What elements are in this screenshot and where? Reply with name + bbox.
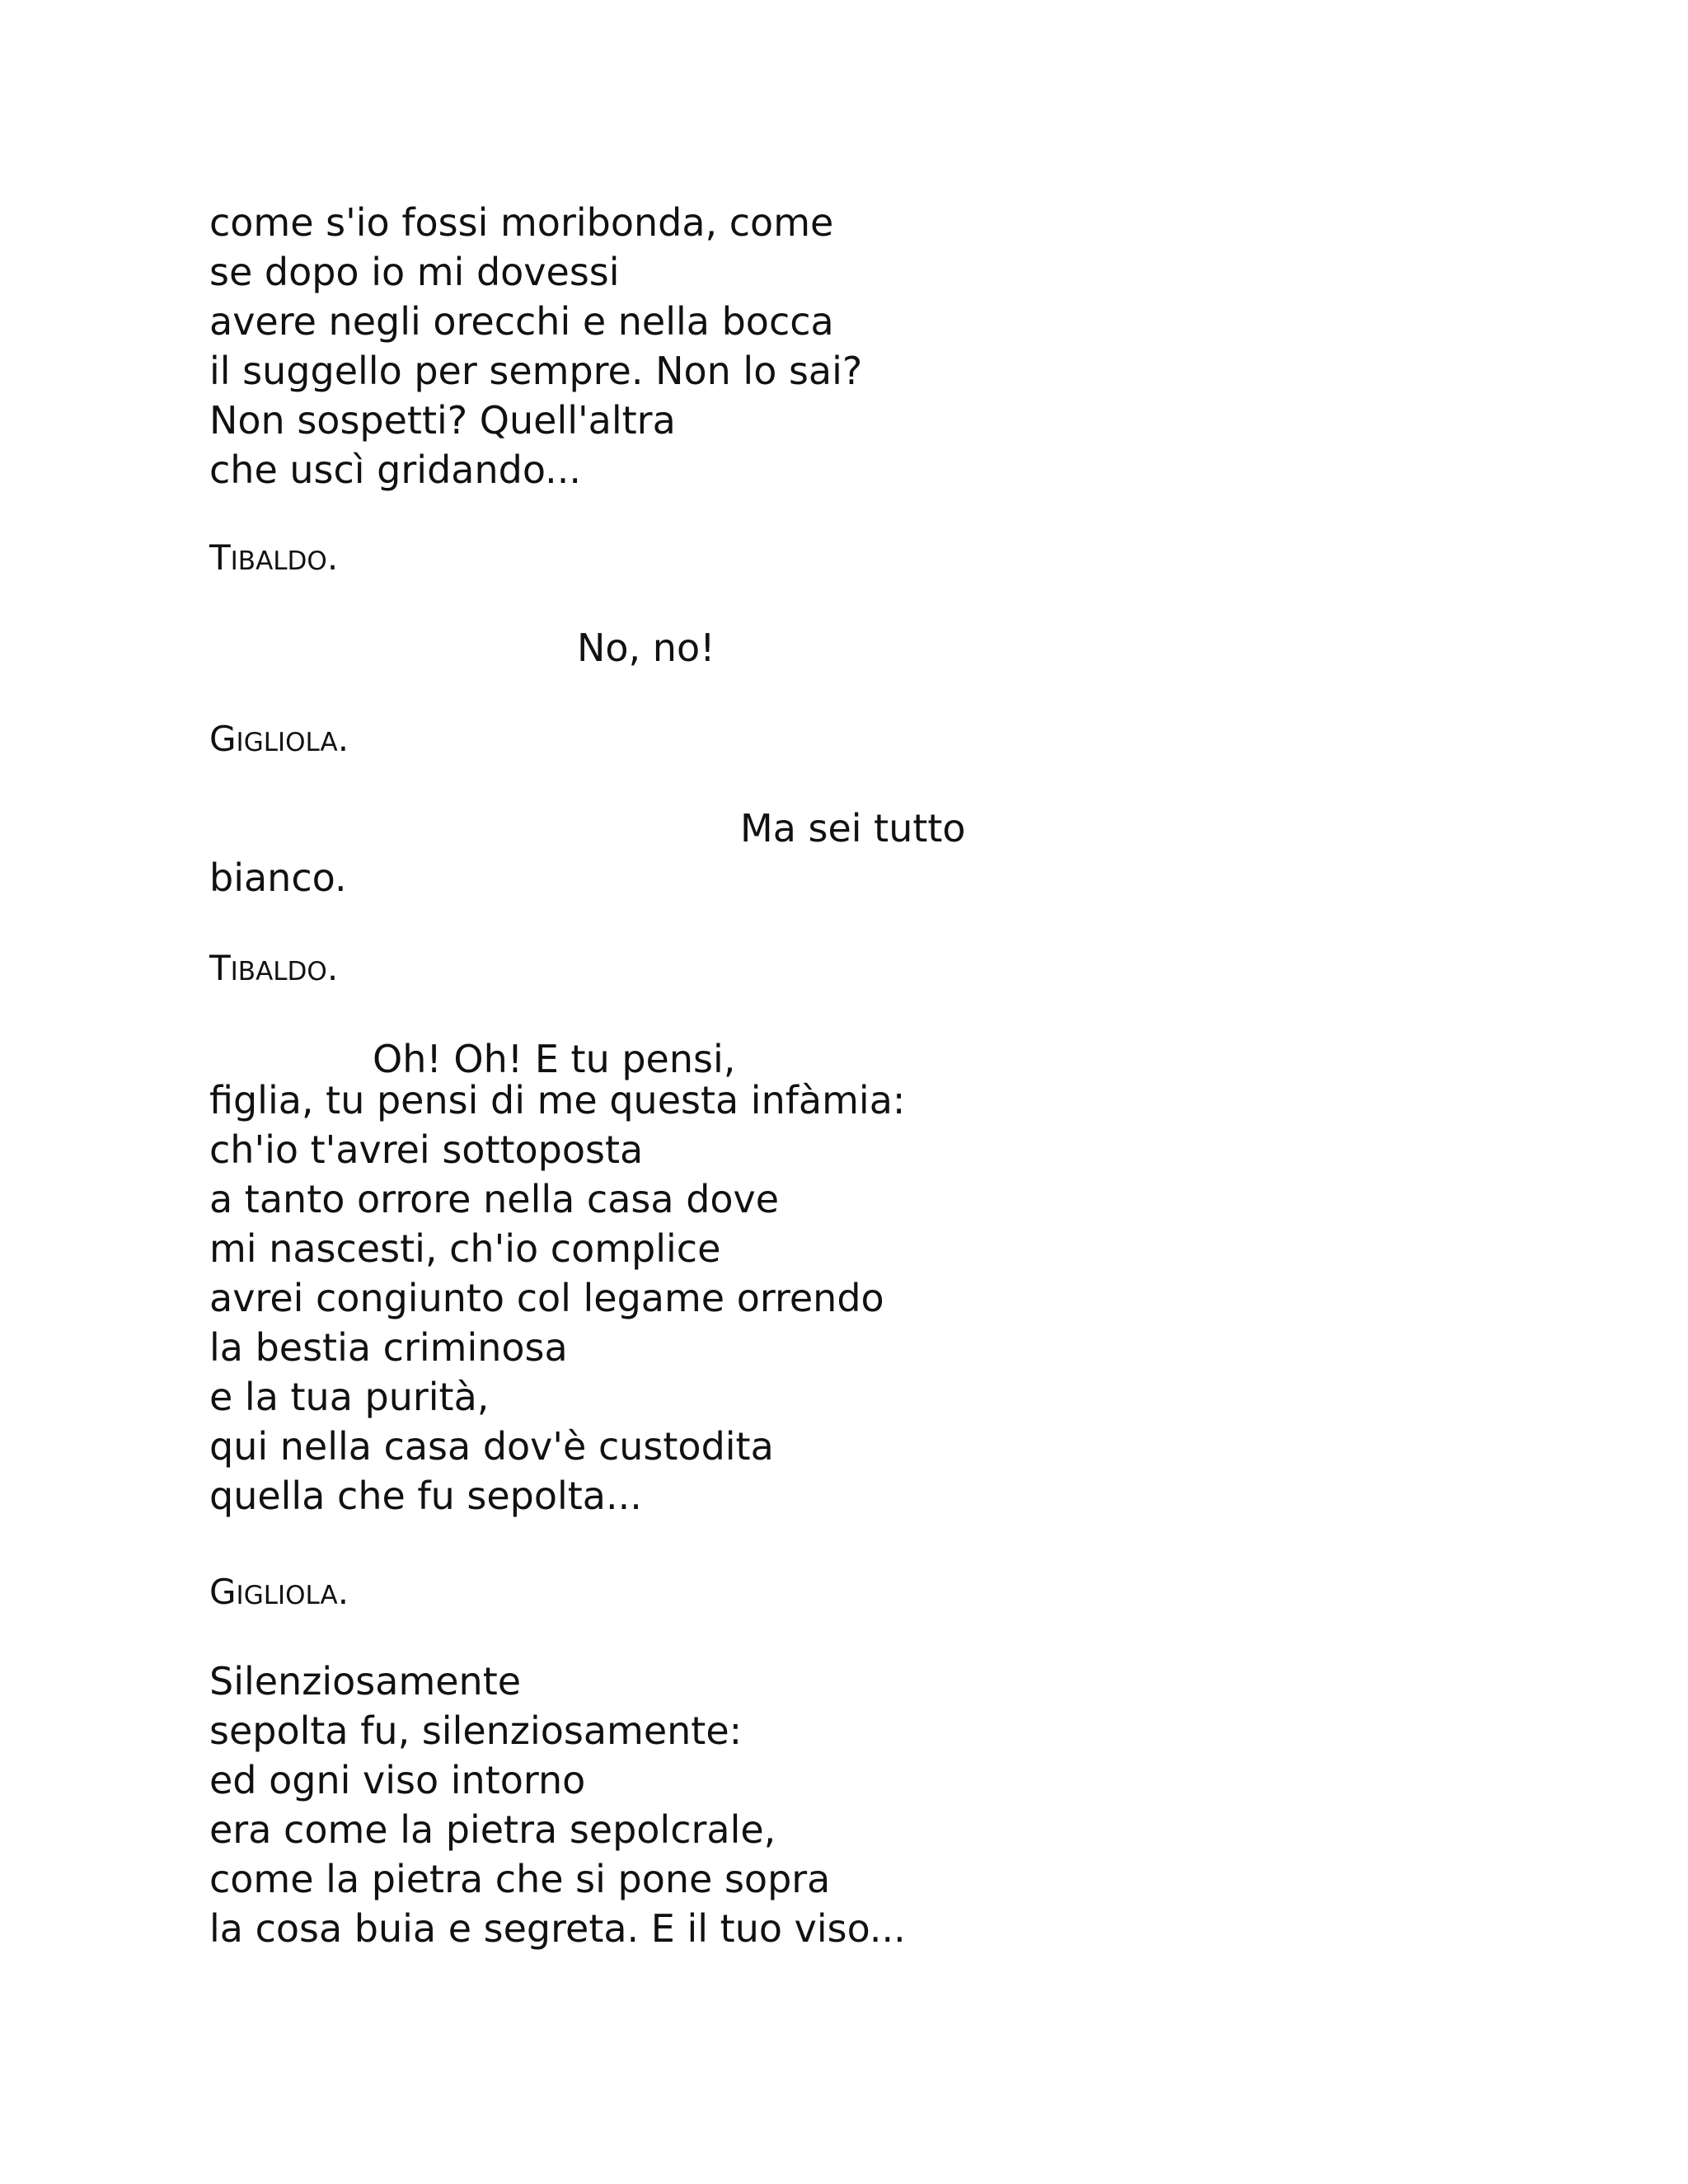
verse-line: Silenziosamente (209, 1659, 522, 1704)
verse-line-oh-oh: Oh! Oh! E tu pensi, (373, 1037, 736, 1081)
verse-line: avrei congiunto col legame orrendo (209, 1276, 884, 1320)
verse-line-bianco: bianco. (209, 855, 347, 900)
speaker-initial: G (209, 1572, 237, 1612)
verse-line: la bestia criminosa (209, 1325, 568, 1370)
speaker-dot: . (326, 948, 339, 988)
verse-line: quella che fu sepolta... (209, 1474, 642, 1518)
verse-line: come la pietra che si pone sopra (209, 1857, 831, 1901)
verse-line: figlia, tu pensi di me questa infàmia: (209, 1078, 906, 1122)
speaker-rest: IGLIOLA (236, 728, 338, 757)
verse-line: ed ogni viso intorno (209, 1758, 586, 1802)
verse-stanza-2 (209, 1076, 905, 1521)
verse-line: avere negli orecchi e nella bocca (209, 299, 834, 344)
speaker-initial: G (209, 719, 237, 759)
verse-stanza-3 (209, 1657, 906, 1953)
speaker-initial: T (209, 948, 231, 988)
speaker-name-tibaldo (209, 948, 338, 989)
verse-line: se dopo io mi dovessi (209, 250, 620, 294)
speaker-initial: T (209, 537, 231, 578)
speaker-dot: . (337, 1572, 349, 1612)
verse-line: sepolta fu, silenziosamente: (209, 1708, 743, 1753)
speaker-rest: IGLIOLA (236, 1581, 338, 1610)
verse-line: e la tua purità, (209, 1375, 490, 1419)
verse-line: Non sospetti? Quell'altra (209, 398, 676, 443)
verse-line: mi nascesti, ch'io complice (209, 1226, 721, 1271)
verse-line: la cosa buia e segreta. E il tuo viso... (209, 1906, 906, 1951)
speaker-name-gigliola (209, 719, 349, 760)
speaker-dot: . (337, 719, 349, 759)
speaker-rest: IBALDO (230, 957, 327, 987)
verse-line: ch'io t'avrei sottoposta (209, 1127, 644, 1172)
speaker-name-gigliola (209, 1572, 349, 1613)
verse-line-ma-sei-tutto: Ma sei tutto (740, 806, 966, 851)
verse-line: il suggello per sempre. Non lo sai? (209, 349, 863, 393)
verse-line: che uscì gridando... (209, 448, 582, 492)
speaker-rest: IBALDO (230, 546, 327, 576)
verse-line: come s'io fossi moribonda, come (209, 200, 834, 245)
speaker-dot: . (326, 537, 339, 578)
verse-line: a tanto orrore nella casa dove (209, 1177, 780, 1221)
verse-line-no-no: No, no! (577, 626, 715, 670)
speaker-name-tibaldo (209, 537, 338, 579)
verse-stanza-1 (209, 198, 862, 494)
verse-line: qui nella casa dov'è custodita (209, 1424, 774, 1469)
verse-line: era come la pietra sepolcrale, (209, 1807, 776, 1852)
